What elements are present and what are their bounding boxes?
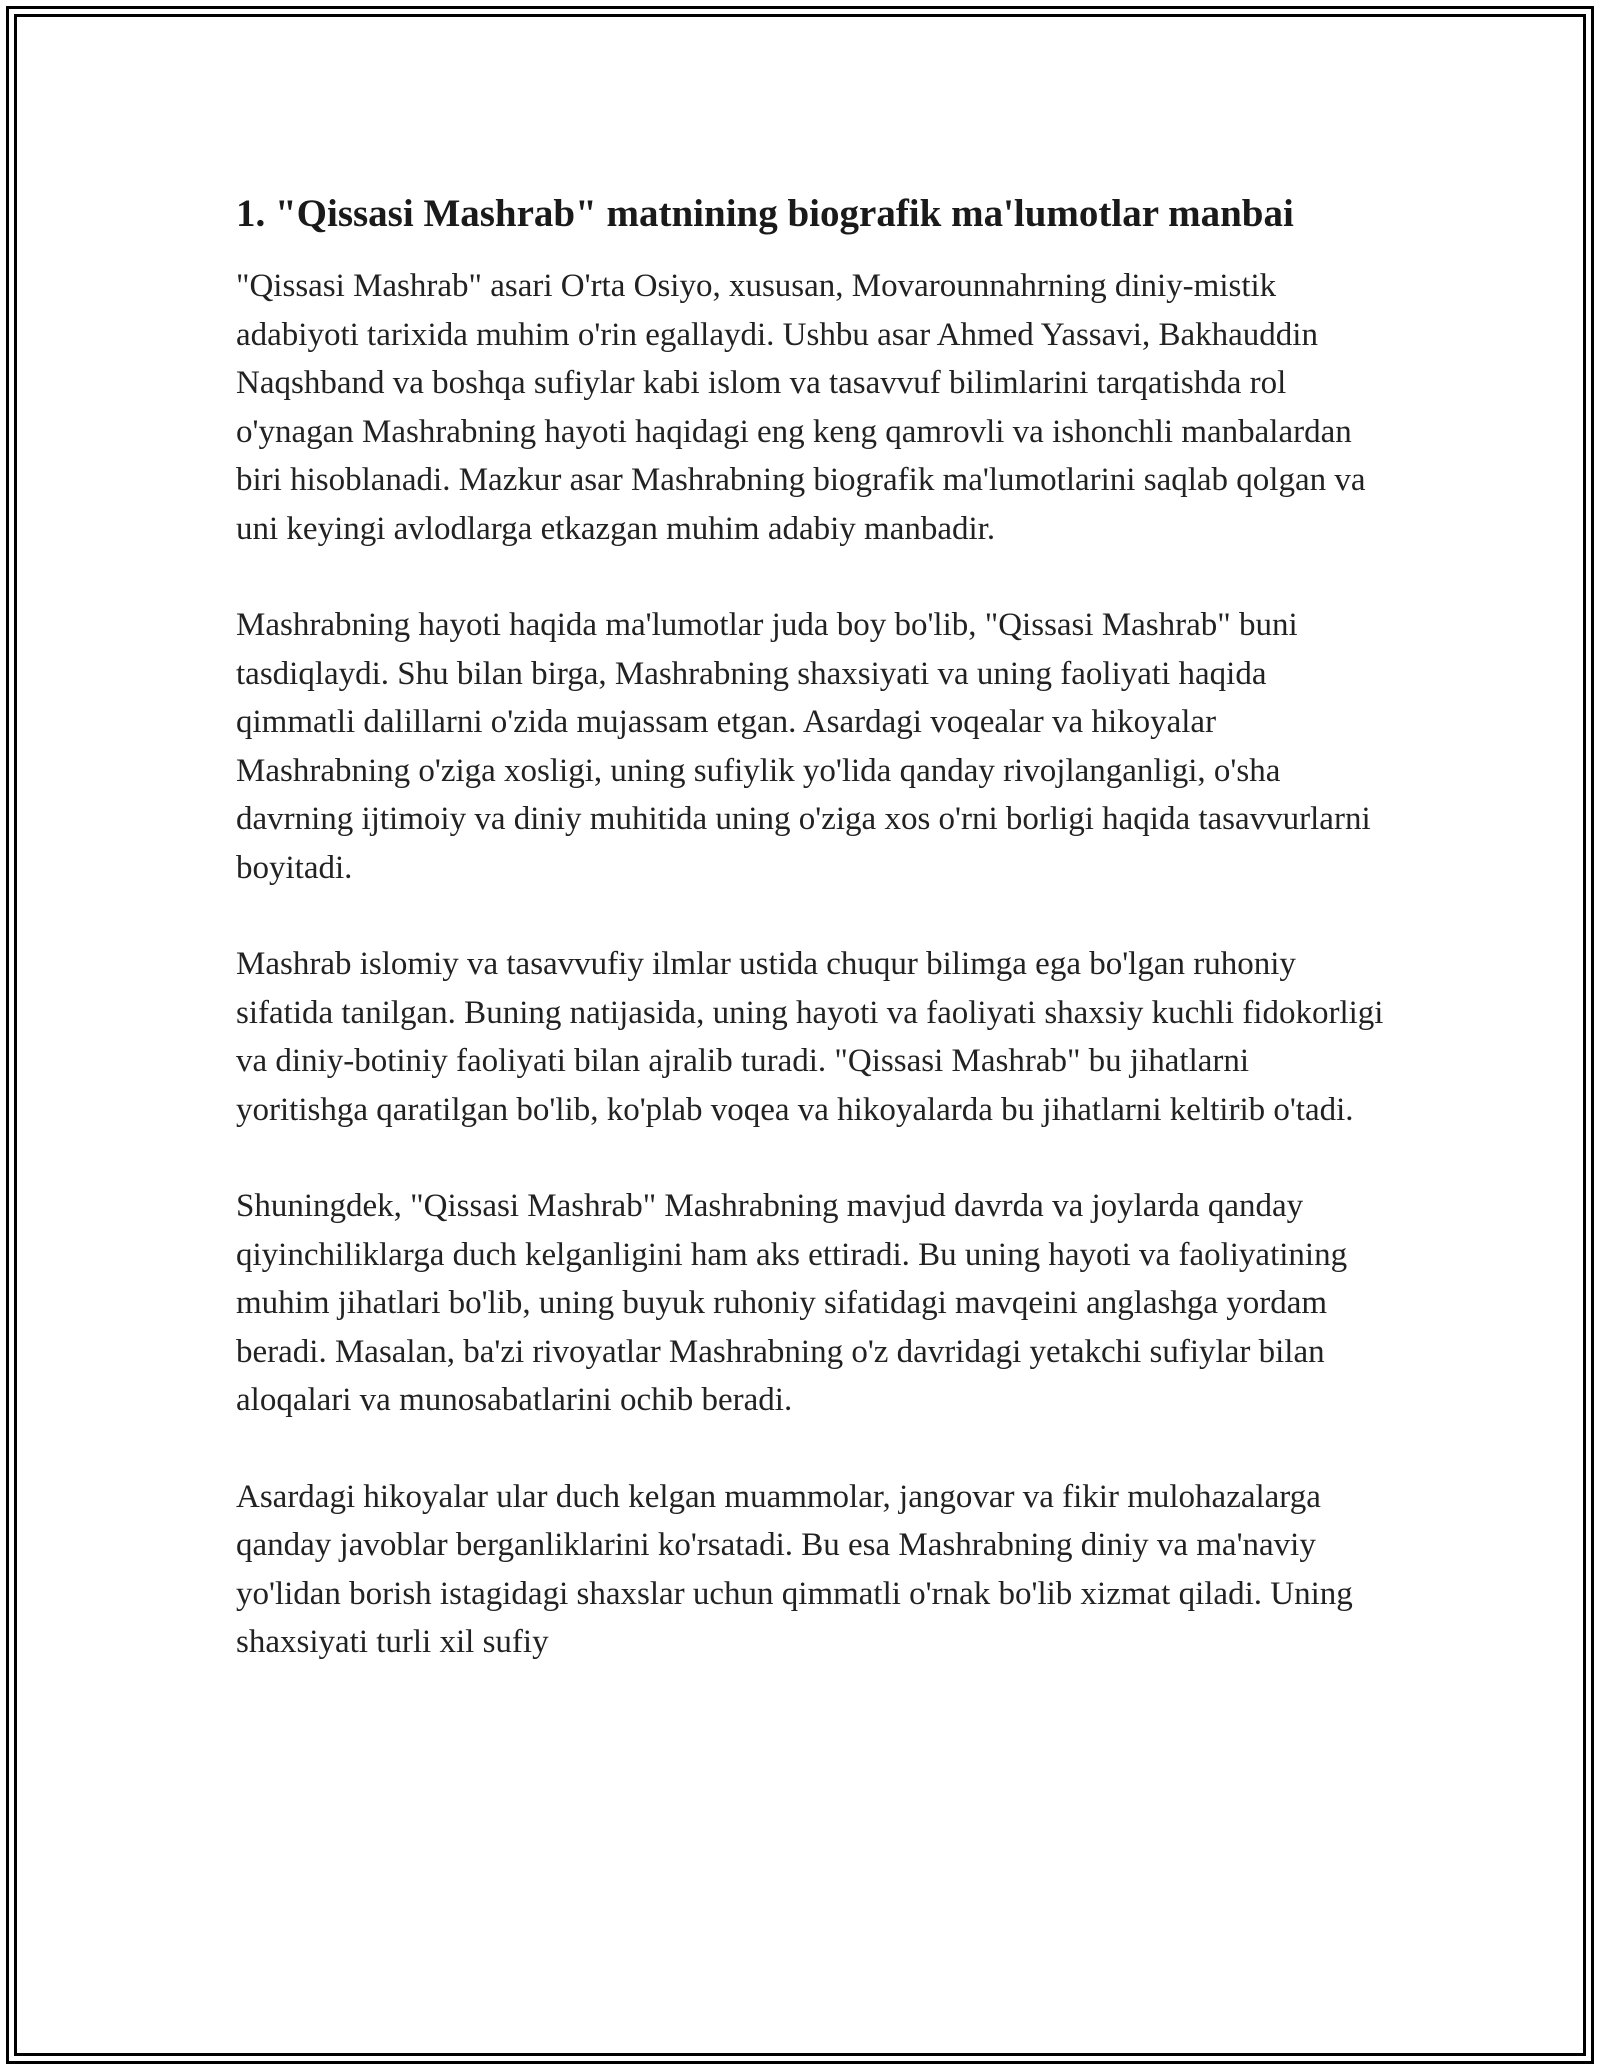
paragraph-2: Mashrabning hayoti haqida ma'lumotlar juda boy bo'lib, "Qissasi Mashrab" buni tasdiqlaydi. Shu bilan birga, Mashrabning shaxsiyati va uning faoliyati haqida qimmatli dalillarni o'zida mujassam etgan. Asardagi voqealar va hikoyalar Mashrabning o'ziga xosligi, uning sufiylik yo'lida qanday rivojlanganligi, o'sha davrning ijtimoiy va diniy muhitida uning o'ziga xos o'rni borligi haqida tasavvurlarni boyitadi. [236, 607, 1371, 886]
document-body [236, 186, 1386, 1715]
paragraph-5: Asardagi hikoyalar ular duch kelgan muammolar, jangovar va fikir mulohazalarga qanday javoblar berganliklarini ko'rsatadi. Bu esa Mashrabning diniy va ma'naviy yo'lidan borish istagidagi shaxslar uchun qimmatli o'rnak bo'lib xizmat qiladi. Uning shaxsiyati turli xil sufiy [236, 1478, 1353, 1660]
paragraph-1: "Qissasi Mashrab" asari O'rta Osiyo, xususan, Movarounnahrning diniy-mistik adabiyoti tarixida muhim o'rin egallaydi. Ushbu asar Ahmed Yassavi, Bakhauddin Naqshband va boshqa sufiylar kabi islom va tasavvuf bilimlarini tarqatishda rol o'ynagan Mashrabning hayoti haqidagi eng keng qamrovli va ishonchli manbalardan biri hisoblanadi. Mazkur asar Mashrabning biografik ma'lumotlarini saqlab qolgan va uni keyingi avlodlarga etkazgan muhim adabiy manbadir. [236, 268, 1366, 547]
section-heading: 1. "Qissasi Mashrab" matnining biografik ma'lumotlar manbai [236, 192, 1294, 235]
paragraph-3: Mashrab islomiy va tasavvufiy ilmlar ustida chuqur bilimga ega bo'lgan ruhoniy sifatida tanilgan. Buning natijasida, uning hayoti va faoliyati shaxsiy kuchli fidokorligi va diniy-botiniy faoliyati bilan ajralib turadi. "Qissasi Mashrab" bu jihatlarni yoritishga qaratilgan bo'lib, ko'plab voqea va hikoyalarda bu jihatlarni keltirib o'tadi. [236, 946, 1384, 1128]
paragraph-4: Shuningdek, "Qissasi Mashrab" Mashrabning mavjud davrda va joylarda qanday qiyinchiliklarga duch kelganligini ham aks ettiradi. Bu uning hayoti va faoliyatining muhim jihatlari bo'lib, uning buyuk ruhoniy sifatidagi mavqeini anglashga yordam beradi. Masalan, ba'zi rivoyatlar Mashrabning o'z davridagi yetakchi sufiylar bilan aloqalari va munosabatlarini ochib beradi. [236, 1188, 1348, 1418]
